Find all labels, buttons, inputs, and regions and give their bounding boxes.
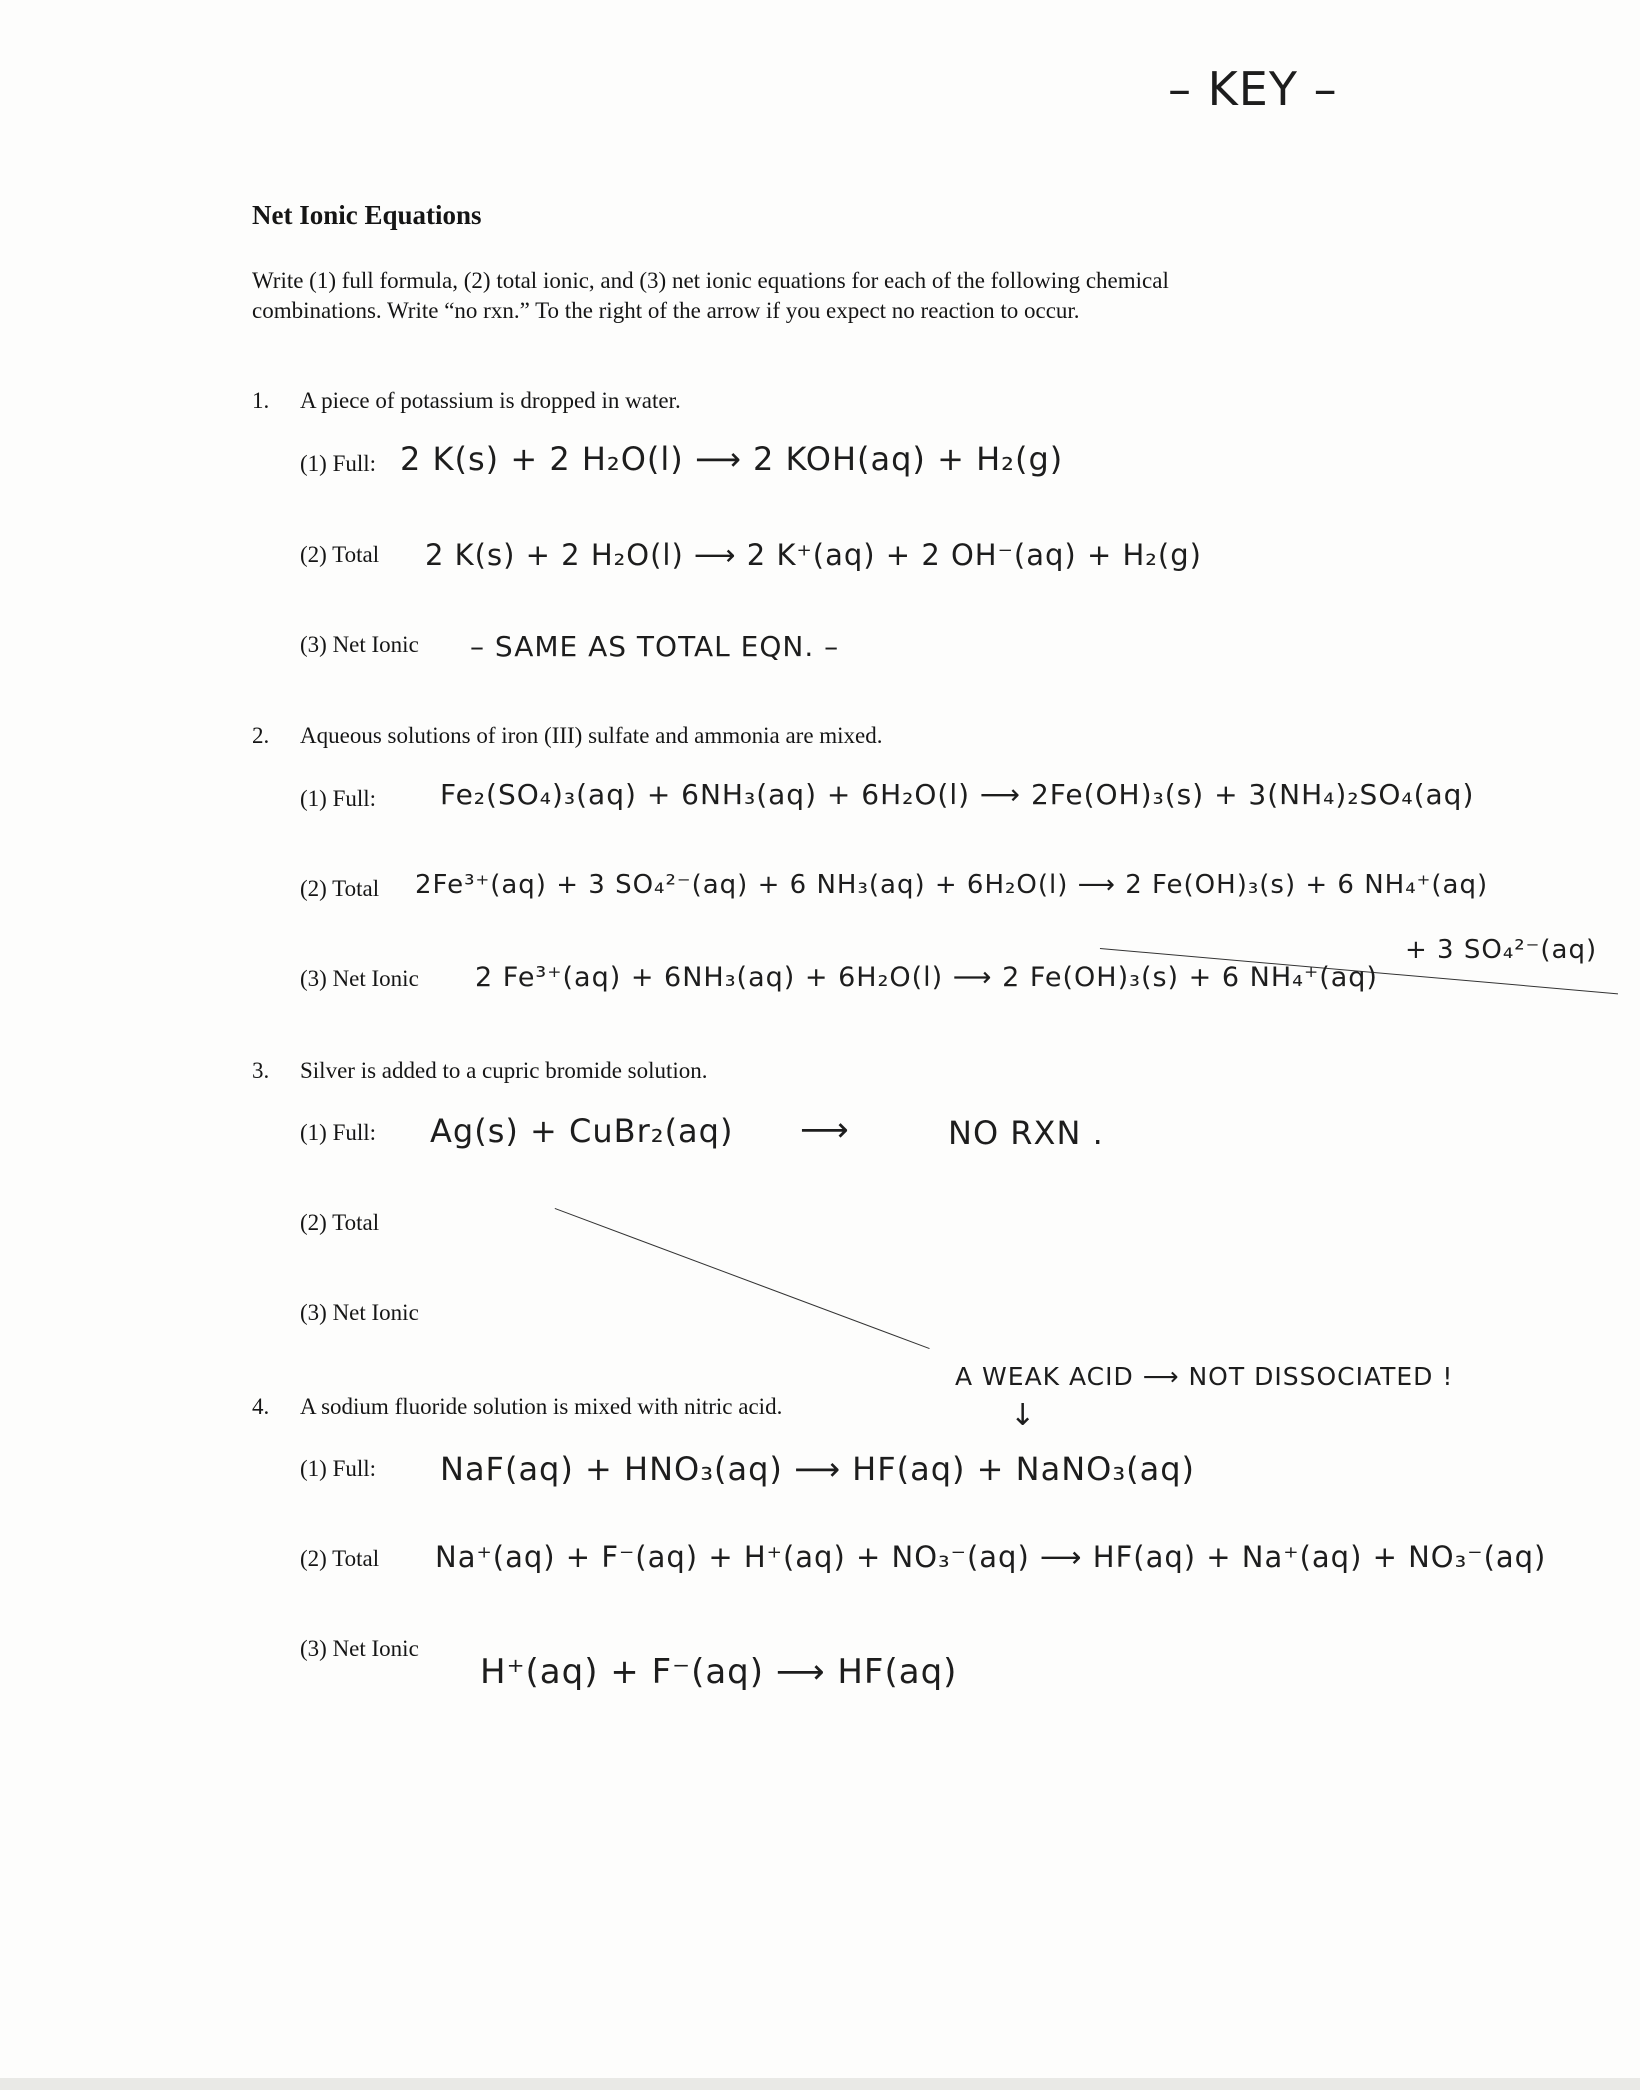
page-title: Net Ionic Equations: [252, 200, 482, 230]
question-number: 3.: [252, 1058, 270, 1083]
full-label: (1) Full:: [300, 451, 377, 476]
question-prompt: Aqueous solutions of iron (III) sulfate and ammonia are mixed.: [300, 723, 883, 748]
net-label: (3) Net Ionic: [300, 632, 419, 657]
total-label: (2) Total: [300, 1210, 380, 1235]
question-prompt: A piece of potassium is dropped in water.: [300, 388, 681, 413]
net-equation: – SAME AS TOTAL EQN. –: [470, 630, 840, 663]
net-label: (3) Net Ionic: [300, 966, 419, 991]
full-equation: Fe₂(SO₄)₃(aq) + 6NH₃(aq) + 6H₂O(l) ⟶ 2Fe(OH)₃(s) + 3(NH₄)₂SO₄(aq): [440, 778, 1475, 811]
total-equation: 2Fe³⁺(aq) + 3 SO₄²⁻(aq) + 6 NH₃(aq) + 6H₂O(l) ⟶ 2 Fe(OH)₃(s) + 6 NH₄⁺(aq): [415, 870, 1489, 900]
down-arrow-icon: ↓: [1010, 1398, 1037, 1433]
net-equation: H⁺(aq) + F⁻(aq) ⟶ HF(aq): [480, 1652, 958, 1692]
net-label: (3) Net Ionic: [300, 1300, 419, 1325]
net-equation: 2 Fe³⁺(aq) + 6NH₃(aq) + 6H₂O(l) ⟶ 2 Fe(OH)₃(s) + 6 NH₄⁺(aq): [475, 962, 1378, 993]
instructions-line-1: Write (1) full formula, (2) total ionic, and (3) net ionic equations for each of the following chemical: [252, 268, 1169, 293]
question-number: 1.: [252, 388, 270, 413]
no-reaction-result: NO RXN .: [948, 1114, 1104, 1152]
scan-edge: [0, 2078, 1640, 2090]
full-label: (1) Full:: [300, 1120, 377, 1145]
full-equation: NaF(aq) + HNO₃(aq) ⟶ HF(aq) + NaNO₃(aq): [440, 1450, 1196, 1488]
full-equation: Ag(s) + CuBr₂(aq): [430, 1112, 734, 1150]
total-equation: Na⁺(aq) + F⁻(aq) + H⁺(aq) + NO₃⁻(aq) ⟶ HF(aq) + Na⁺(aq) + NO₃⁻(aq): [435, 1540, 1547, 1574]
total-equation-continued: + 3 SO₄²⁻(aq): [1405, 935, 1598, 965]
net-label: (3) Net Ionic: [300, 1636, 419, 1661]
question-prompt: A sodium fluoride solution is mixed with nitric acid.: [300, 1394, 783, 1419]
weak-acid-note: A WEAK ACID ⟶ NOT DISSOCIATED !: [955, 1362, 1454, 1391]
question-number: 2.: [252, 723, 270, 748]
question-number: 4.: [252, 1394, 270, 1419]
instructions-line-2: combinations. Write “no rxn.” To the right of the arrow if you expect no reaction to occur.: [252, 298, 1080, 323]
total-label: (2) Total: [300, 876, 380, 901]
total-label: (2) Total: [300, 1546, 380, 1571]
full-label: (1) Full:: [300, 1456, 377, 1481]
question-prompt: Silver is added to a cupric bromide solution.: [300, 1058, 708, 1083]
full-equation: 2 K(s) + 2 H₂O(l) ⟶ 2 KOH(aq) + H₂(g): [400, 440, 1064, 478]
reaction-arrow: ⟶: [800, 1110, 850, 1150]
total-label: (2) Total: [300, 542, 380, 567]
strike-through-stroke: [555, 1208, 930, 1349]
full-label: (1) Full:: [300, 786, 377, 811]
key-label: – KEY –: [1168, 62, 1338, 116]
total-equation: 2 K(s) + 2 H₂O(l) ⟶ 2 K⁺(aq) + 2 OH⁻(aq) + H₂(g): [425, 538, 1202, 572]
